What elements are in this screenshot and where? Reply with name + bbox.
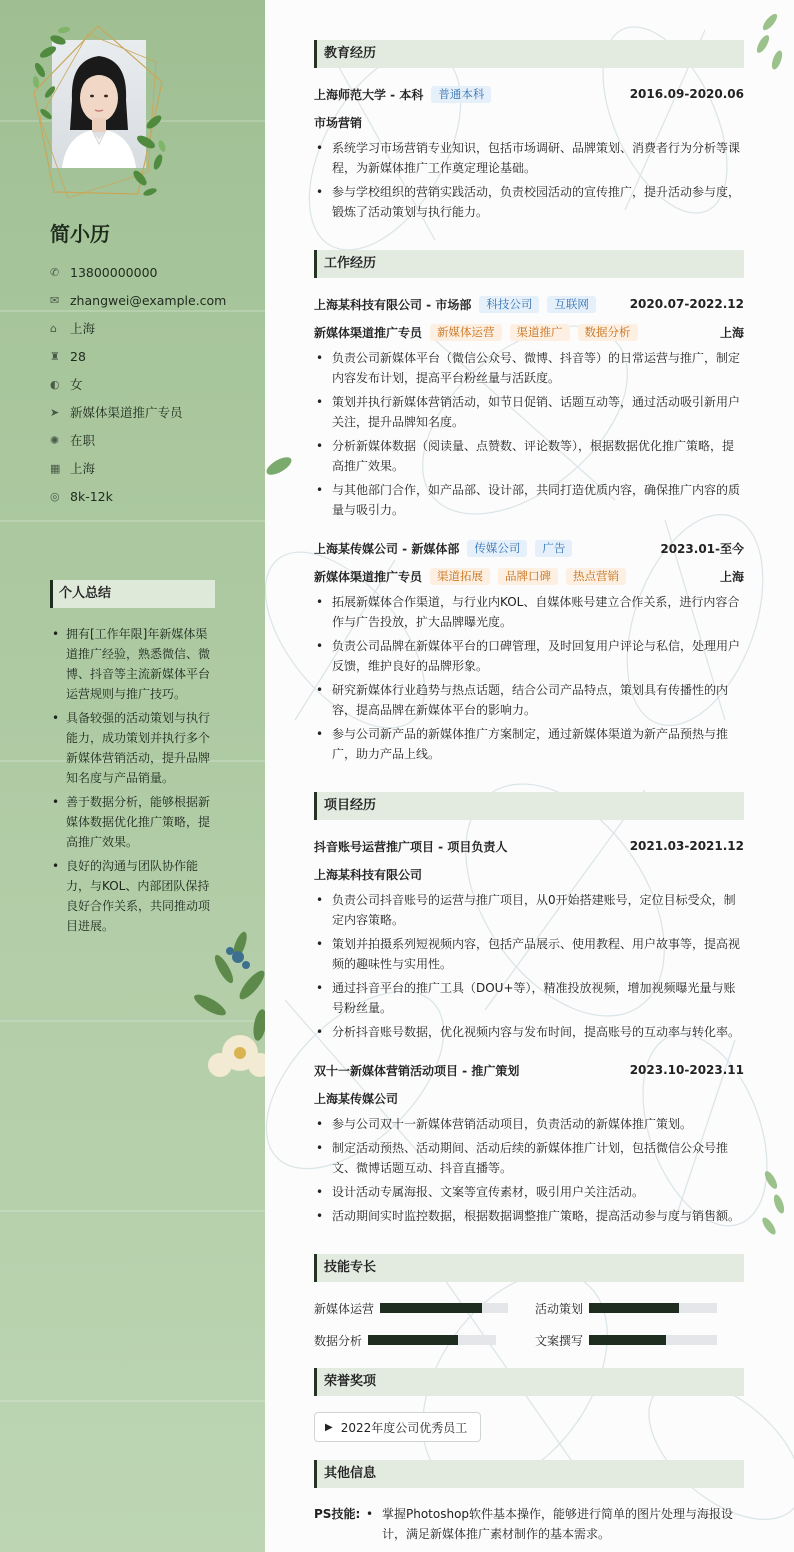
- skills-heading: 技能专长: [314, 1254, 744, 1282]
- city-icon: ▦: [50, 461, 61, 475]
- skill-fill: [589, 1303, 679, 1313]
- project-1-name: 抖音账号运营推广项目 - 项目负责人: [314, 839, 508, 854]
- email-item: [50, 286, 226, 314]
- contact-info-list: [50, 258, 226, 510]
- skill-fill: [368, 1335, 458, 1345]
- list-item: • 负责公司新媒体平台（微信公众号、微博、抖音等）的日常运营与推广，制定内容发布计划，提高平台粉丝量与活跃度。: [314, 348, 744, 388]
- sidebar: [0, 0, 265, 1552]
- phone-text: 13800000000: [70, 264, 158, 280]
- job-1-company: 上海某科技有限公司 - 市场部: [314, 297, 472, 312]
- project-1-row: [314, 836, 744, 856]
- home-text: 上海: [70, 321, 96, 336]
- job-1-row: [314, 294, 744, 314]
- status-item: [50, 426, 226, 454]
- awards-heading: 荣誉奖项: [314, 1368, 744, 1396]
- skill-name: 文案撰写: [535, 1333, 584, 1348]
- list-item: • 制定活动预热、活动期间、活动后续的新媒体推广计划，包括微信公众号推文、微博话题互动、抖音直播等。: [314, 1138, 744, 1178]
- position-text: 新媒体渠道推广专员: [70, 405, 183, 420]
- job-2-tag: 广告: [535, 540, 572, 557]
- project-2-details: [314, 1114, 744, 1230]
- job-1-city: 上海: [719, 325, 744, 340]
- salary-text: 8k-12k: [70, 488, 113, 504]
- leaf-background: [265, 0, 794, 1552]
- list-item: • 设计活动专属海报、文案等宣传素材，吸引用户关注活动。: [314, 1182, 744, 1202]
- skill-fill: [589, 1335, 666, 1345]
- major-row: [314, 112, 744, 132]
- skill-bar: [368, 1335, 496, 1345]
- project-1-date: 2021.03-2021.12: [629, 839, 744, 853]
- skill-bar: [589, 1303, 717, 1313]
- job-2-city: 上海: [719, 569, 744, 584]
- job-2-role: 新媒体渠道推广专员: [314, 569, 423, 584]
- project-2-name: 双十一新媒体营销活动项目 - 推广策划: [314, 1063, 520, 1078]
- education-row: [314, 84, 744, 104]
- skill-item: [535, 1332, 717, 1348]
- education-tag: 普通本科: [431, 86, 491, 103]
- main-content: [265, 0, 794, 1552]
- skill-item: [535, 1300, 717, 1316]
- age-item: [50, 342, 226, 370]
- ps-list: [366, 1504, 744, 1544]
- other-info: [314, 1504, 744, 1544]
- skill-item: [314, 1332, 496, 1348]
- skill-name: 新媒体运营: [314, 1301, 375, 1316]
- position-icon: ➤: [50, 405, 60, 419]
- age-text: 28: [70, 348, 86, 364]
- job-2-role-row: [314, 566, 744, 586]
- status-text: 在职: [70, 433, 96, 448]
- award-item: [314, 1412, 481, 1442]
- list-item: • 分析新媒体数据（阅读量、点赞数、评论数等），根据数据优化推广策略，提高推广效果。: [314, 436, 744, 476]
- position-item: [50, 398, 226, 426]
- candidate-name: 简小历: [50, 222, 110, 246]
- job-1-role-row: [314, 322, 744, 342]
- list-item: • 分析抖音账号数据，优化视频内容与发布时间，提高账号的互动率与转化率。: [314, 1022, 744, 1042]
- list-item: • 策划并拍摄系列短视频内容，包括产品展示、使用教程、用户故事等，提高视频的趣味性与实用性。: [314, 934, 744, 974]
- list-item: • 与其他部门合作，如产品部、设计部，共同打造优质内容，确保推广内容的质量与吸引力。: [314, 480, 744, 520]
- skill-item: [314, 1300, 508, 1316]
- skill-name: 活动策划: [535, 1301, 584, 1316]
- project-1-details: [314, 890, 744, 1046]
- job-2-company: 上海某传媒公司 - 新媒体部: [314, 541, 460, 556]
- flower-decoration: [180, 925, 265, 1085]
- skill-fill: [380, 1303, 482, 1313]
- project-2-date: 2023.10-2023.11: [629, 1063, 744, 1077]
- list-item: • 拓展新媒体合作渠道，与行业内KOL、自媒体账号建立合作关系，进行内容合作与广告投放，扩大品牌曝光度。: [314, 592, 744, 632]
- summary-item: • 善于数据分析，能够根据新媒体数据优化推广策略，提高推广效果。: [50, 792, 218, 852]
- other-heading: 其他信息: [314, 1460, 744, 1488]
- job-1-skill-tag: 渠道推广: [510, 324, 570, 341]
- skill-bar: [589, 1335, 717, 1345]
- project-2-company: 上海某传媒公司: [314, 1091, 399, 1106]
- job-1-role: 新媒体渠道推广专员: [314, 325, 423, 340]
- home-item: [50, 314, 226, 342]
- gender-item: [50, 370, 226, 398]
- city-text: 上海: [70, 461, 96, 476]
- job-1-details: [314, 348, 744, 524]
- gender-text: 女: [70, 377, 83, 392]
- list-item: • 研究新媒体行业趋势与热点话题，结合公司产品特点，策划具有传播性的内容，提高品牌在新媒体平台的影响力。: [314, 680, 744, 720]
- job-2-tag: 传媒公司: [467, 540, 527, 557]
- job-2-details: [314, 592, 744, 768]
- summary-item: • 具备较强的活动策划与执行能力，成功策划并执行多个新媒体营销活动，提升品牌知名度与产品销量。: [50, 708, 218, 788]
- home-icon: ⌂: [50, 321, 57, 335]
- job-1-tag: 互联网: [547, 296, 596, 313]
- summary-item: • 拥有[工作年限]年新媒体渠道推广经验，熟悉微信、微博、抖音等主流新媒体平台运营规则与推广技巧。: [50, 624, 218, 704]
- email-text: zhangwei@example.com: [70, 292, 227, 308]
- project-1-company: 上海某科技有限公司: [314, 867, 423, 882]
- award-text: 2022年度公司优秀员工: [340, 1420, 468, 1435]
- projects-heading: 项目经历: [314, 792, 744, 820]
- job-2-date: 2023.01-至今: [660, 541, 744, 556]
- job-2-skill-tag: 热点营销: [566, 568, 626, 585]
- job-1-skill-tag: 新媒体运营: [430, 324, 502, 341]
- skill-bar: [380, 1303, 508, 1313]
- major: 市场营销: [314, 115, 363, 130]
- ps-label: PS技能:: [314, 1507, 361, 1521]
- age-icon: ♜: [50, 349, 60, 363]
- job-2-skill-tag: 品牌口碑: [498, 568, 558, 585]
- city-item: [50, 454, 226, 482]
- play-icon: ▶: [325, 1421, 333, 1433]
- summary-list: [50, 624, 218, 940]
- job-2-skill-tag: 渠道拓展: [430, 568, 490, 585]
- status-icon: ✺: [50, 433, 60, 447]
- education-heading: 教育经历: [314, 40, 744, 68]
- list-item: • 活动期间实时监控数据，根据数据调整推广策略，提高活动参与度与销售额。: [314, 1206, 744, 1226]
- list-item: • 负责公司抖音账号的运营与推广项目，从0开始搭建账号，定位目标受众，制定内容策略。: [314, 890, 744, 930]
- job-1-date: 2020.07-2022.12: [629, 297, 744, 311]
- job-2-row: [314, 538, 744, 558]
- job-1-tag: 科技公司: [479, 296, 539, 313]
- work-heading: 工作经历: [314, 250, 744, 278]
- summary-heading: 个人总结: [50, 580, 215, 608]
- email-icon: ✉: [50, 293, 60, 307]
- education-date: 2016.09-2020.06: [629, 87, 744, 101]
- avatar-frame: [28, 22, 168, 202]
- list-item: • 通过抖音平台的推广工具（DOU+等），精准投放视频，增加视频曝光量与账号粉丝量。: [314, 978, 744, 1018]
- salary-item: [50, 482, 226, 510]
- list-item: • 策划并执行新媒体营销活动，如节日促销、话题互动等，通过活动吸引新用户关注，提升品牌知名度。: [314, 392, 744, 432]
- list-item: • 参与学校组织的营销实践活动，负责校园活动的宣传推广，提升活动参与度，锻炼了活动策划与执行能力。: [314, 182, 744, 222]
- project-2-row: [314, 1060, 744, 1080]
- gender-icon: ◐: [50, 377, 60, 391]
- summary-item: • 良好的沟通与团队协作能力，与KOL、内部团队保持良好合作关系，共同推动项目进展。: [50, 856, 218, 936]
- list-item: • 参与公司双十一新媒体营销活动项目，负责活动的新媒体推广策划。: [314, 1114, 744, 1134]
- list-item: • 掌握Photoshop软件基本操作，能够进行简单的图片处理与海报设计，满足新媒体推广素材制作的基本需求。: [366, 1504, 744, 1544]
- job-1-skill-tag: 数据分析: [578, 324, 638, 341]
- phone-item: [50, 258, 226, 286]
- education-details: [314, 138, 744, 226]
- skill-name: 数据分析: [314, 1333, 363, 1348]
- salary-icon: ◎: [50, 489, 60, 503]
- list-item: • 负责公司品牌在新媒体平台的口碑管理，及时回复用户评论与私信，处理用户反馈，维护良好的品牌形象。: [314, 636, 744, 676]
- phone-icon: ✆: [50, 265, 60, 279]
- list-item: • 参与公司新产品的新媒体推广方案制定，通过新媒体渠道为新产品预热与推广，助力产品上线。: [314, 724, 744, 764]
- project-2-company-row: [314, 1088, 744, 1108]
- list-item: • 系统学习市场营销专业知识，包括市场调研、品牌策划、消费者行为分析等课程，为新媒体推广工作奠定理论基础。: [314, 138, 744, 178]
- project-1-company-row: [314, 864, 744, 884]
- school-name: 上海师范大学 - 本科: [314, 87, 424, 102]
